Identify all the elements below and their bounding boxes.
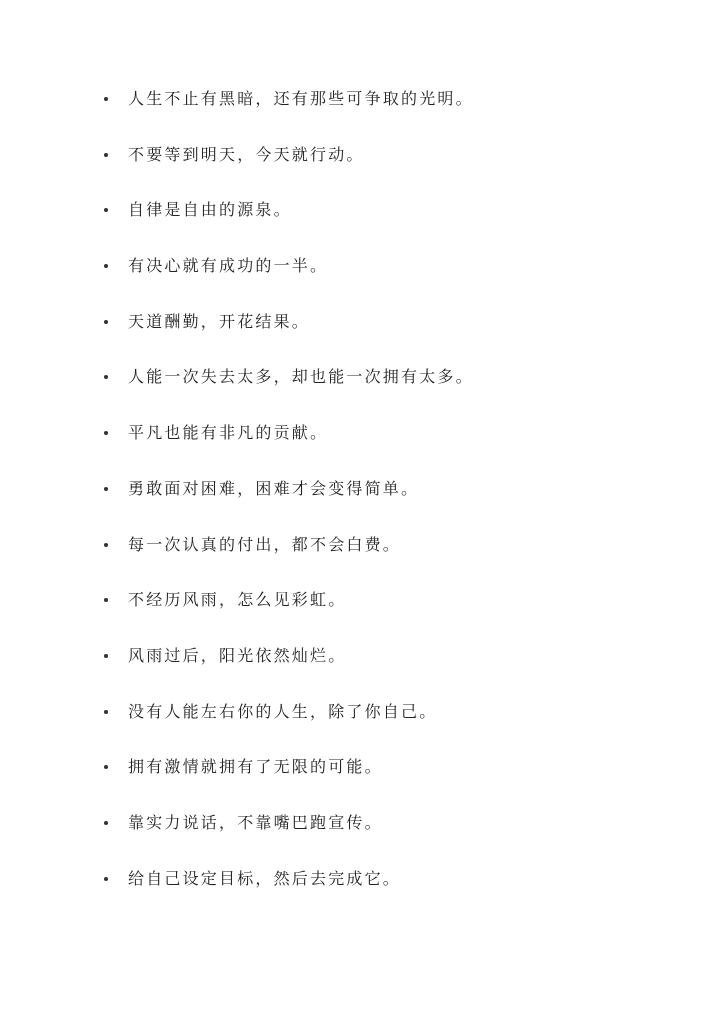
quote-text: 不要等到明天，今天就行动。 bbox=[128, 144, 365, 164]
quote-text: 风雨过后，阳光依然灿烂。 bbox=[128, 645, 347, 665]
list-item bbox=[104, 641, 684, 697]
bullet-icon bbox=[104, 487, 108, 491]
quote-text: 平凡也能有非凡的贡献。 bbox=[128, 423, 329, 443]
list-item bbox=[104, 474, 684, 530]
quote-text: 不经历风雨，怎么见彩虹。 bbox=[128, 590, 347, 610]
quote-text: 靠实力说话，不靠嘴巴跑宣传。 bbox=[128, 812, 383, 832]
list-item bbox=[104, 697, 684, 753]
bullet-icon bbox=[104, 264, 108, 268]
quote-text: 给自己设定目标，然后去完成它。 bbox=[128, 868, 402, 888]
list-item bbox=[104, 585, 684, 641]
quote-text: 自律是自由的源泉。 bbox=[128, 200, 292, 220]
list-item bbox=[104, 808, 684, 864]
list-item bbox=[104, 362, 684, 418]
bullet-icon bbox=[104, 821, 108, 825]
quote-list bbox=[104, 84, 684, 919]
quote-text: 没有人能左右你的人生，除了你自己。 bbox=[128, 701, 438, 721]
bullet-icon bbox=[104, 375, 108, 379]
bullet-icon bbox=[104, 654, 108, 658]
quote-text: 人能一次失去太多，却也能一次拥有太多。 bbox=[128, 367, 474, 387]
quote-text: 天道酬勤，开花结果。 bbox=[128, 311, 311, 331]
bullet-icon bbox=[104, 598, 108, 602]
bullet-icon bbox=[104, 431, 108, 435]
list-item bbox=[104, 752, 684, 808]
quote-text: 勇敢面对困难，困难才会变得简单。 bbox=[128, 478, 420, 498]
list-item bbox=[104, 84, 684, 140]
bullet-icon bbox=[104, 208, 108, 212]
bullet-icon bbox=[104, 543, 108, 547]
quote-text: 拥有激情就拥有了无限的可能。 bbox=[128, 757, 383, 777]
bullet-icon bbox=[104, 765, 108, 769]
list-item bbox=[104, 530, 684, 586]
list-item bbox=[104, 251, 684, 307]
bullet-icon bbox=[104, 320, 108, 324]
list-item bbox=[104, 307, 684, 363]
list-item bbox=[104, 140, 684, 196]
bullet-icon bbox=[104, 877, 108, 881]
bullet-icon bbox=[104, 710, 108, 714]
quote-text: 有决心就有成功的一半。 bbox=[128, 256, 329, 276]
list-item bbox=[104, 864, 684, 920]
quote-text: 每一次认真的付出，都不会白费。 bbox=[128, 534, 402, 554]
list-item bbox=[104, 418, 684, 474]
bullet-icon bbox=[104, 153, 108, 157]
quote-text: 人生不止有黑暗，还有那些可争取的光明。 bbox=[128, 89, 474, 108]
list-item bbox=[104, 195, 684, 251]
bullet-icon bbox=[104, 97, 108, 101]
